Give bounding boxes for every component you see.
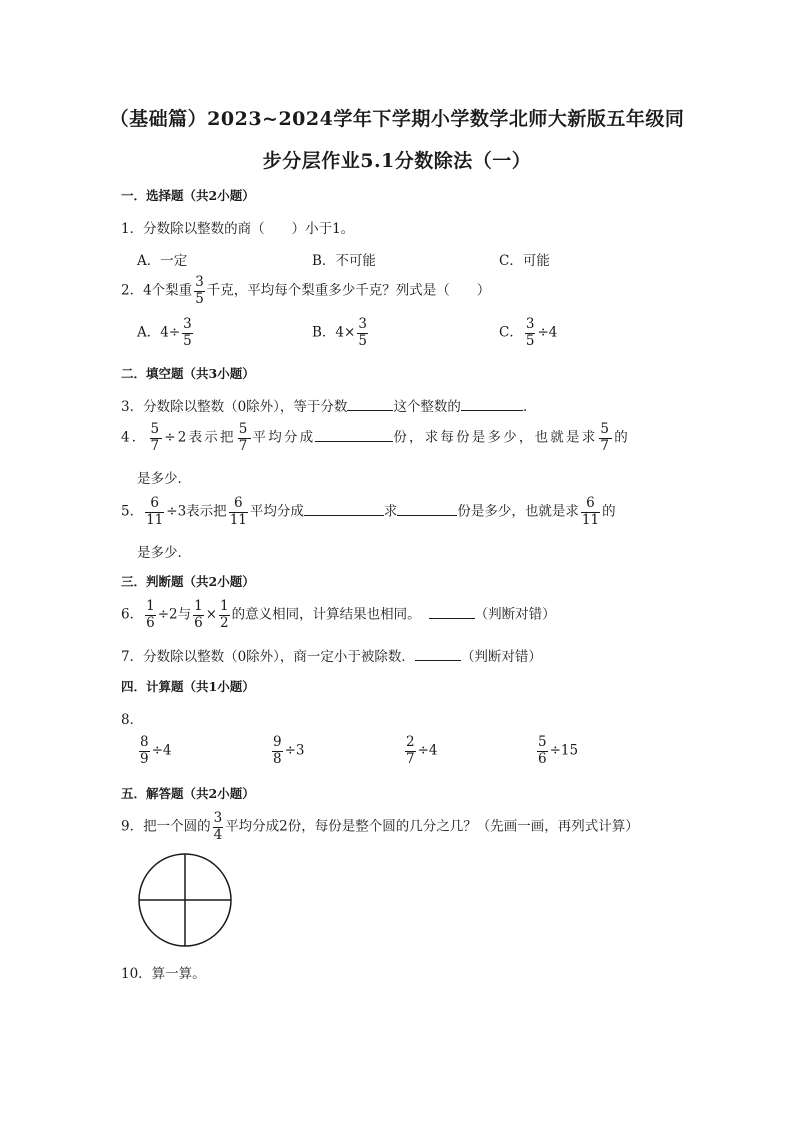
question-2-option-b[interactable]: B．4× $\frac{3}{5}$: [312, 316, 367, 349]
fraction: $\frac{5}{7}$: [600, 421, 612, 454]
question-3: 3．分数除以整数（0除外），等于分数 这个整数的 ．: [121, 395, 536, 415]
question-7: 7．分数除以整数（0除外），商一定小于被除数． （判断对错）: [121, 645, 542, 665]
question-1-option-a[interactable]: A．一定: [137, 253, 188, 269]
question-5-line2: 是多少．: [137, 545, 191, 561]
fraction: $\frac{5}{6}$: [538, 734, 547, 767]
question-4-line2: 是多少．: [137, 471, 191, 487]
question-5-line1: 5． $\frac{6}{11}$ ÷3表示把 $\frac{6}{11}$ 平均分成 求 份是多少，也就是求 $\frac{6}{11}$ 的: [121, 495, 616, 528]
fraction: $\frac{9}{8}$: [273, 734, 282, 767]
question-4-line1: 4． $\frac{5}{7}$ ÷2表示把 $\frac{5}{7}$ 平均分成 份，求每份是多少，也就是求 $\frac{5}{7}$ 的: [121, 421, 630, 454]
page-title-line1: （基础篇）2023~2024学年下学期小学数学北师大新版五年级同: [109, 108, 685, 130]
fraction: $\frac{5}{7}$: [238, 421, 250, 454]
calc-item-1: $\frac{8}{9}$ ÷4: [140, 734, 172, 767]
answer-blank[interactable]: [415, 646, 461, 661]
answer-blank[interactable]: [397, 501, 457, 516]
quartered-circle-figure: [136, 853, 234, 947]
fraction: $\frac{3}{5}$: [183, 316, 192, 349]
fraction: $\frac{3}{5}$: [195, 274, 204, 307]
question-2-pre: 2．4个梨重: [121, 282, 193, 299]
section-heading-choice: 一．选择题（共2小题）: [121, 188, 255, 203]
question-9: 9．把一个圆的 $\frac{3}{4}$ 平均分成2份，每份是整个圆的几分之几？（先画一画，再列式计算）: [121, 810, 639, 843]
fraction: $\frac{2}{7}$: [406, 734, 415, 767]
question-2-post: 千克，平均每个梨重多少千克？列式是（ ）: [206, 282, 491, 299]
section-heading-calc: 四．计算题（共1小题）: [121, 679, 255, 694]
answer-blank[interactable]: [315, 427, 393, 442]
calc-item-4: $\frac{5}{6}$ ÷15: [538, 734, 579, 767]
fraction: $\frac{3}{5}$: [525, 316, 535, 349]
section-heading-fill: 二．填空题（共3小题）: [121, 366, 255, 381]
section-heading-judge: 三．判断题（共2小题）: [121, 574, 255, 589]
question-1-option-c[interactable]: C．可能: [499, 253, 550, 269]
question-2-option-a[interactable]: A．4÷ $\frac{3}{5}$: [137, 316, 192, 349]
question-10: 10．算一算。: [121, 966, 206, 982]
fraction: $\frac{1}{2}$: [220, 598, 229, 631]
fraction: $\frac{6}{11}$: [229, 495, 247, 528]
question-2-option-c[interactable]: C． $\frac{3}{5}$ ÷4: [499, 316, 558, 349]
question-1-text: 1．分数除以整数的商（ ）小于1。: [121, 221, 355, 237]
fraction: $\frac{3}{4}$: [213, 810, 223, 843]
calc-item-2: $\frac{9}{8}$ ÷3: [273, 734, 305, 767]
fraction: $\frac{6}{11}$: [146, 495, 164, 528]
fraction: $\frac{1}{6}$: [146, 598, 155, 631]
section-heading-solve: 五．解答题（共2小题）: [121, 786, 255, 801]
fraction: $\frac{1}{6}$: [194, 598, 203, 631]
fraction: $\frac{3}{5}$: [358, 316, 367, 349]
answer-blank[interactable]: [347, 396, 393, 411]
answer-blank[interactable]: [461, 396, 523, 411]
question-2-stem: [121, 276, 490, 306]
question-8-label: 8．: [121, 712, 144, 728]
answer-blank[interactable]: [429, 604, 475, 619]
page-title-line2: 步分层作业5.1分数除法（一）: [262, 150, 532, 172]
fraction: $\frac{6}{11}$: [581, 495, 600, 528]
question-1-option-b[interactable]: B．不可能: [312, 253, 376, 269]
calc-item-3: $\frac{2}{7}$ ÷4: [406, 734, 438, 767]
answer-blank[interactable]: [304, 501, 384, 516]
fraction: $\frac{5}{7}$: [150, 421, 162, 454]
question-6: 6． $\frac{1}{6}$ ÷2与 $\frac{1}{6}$ × $\frac{1}{2}$ 的意义相同，计算结果也相同。 （判断对错）: [121, 598, 556, 631]
fraction: $\frac{8}{9}$: [140, 734, 149, 767]
